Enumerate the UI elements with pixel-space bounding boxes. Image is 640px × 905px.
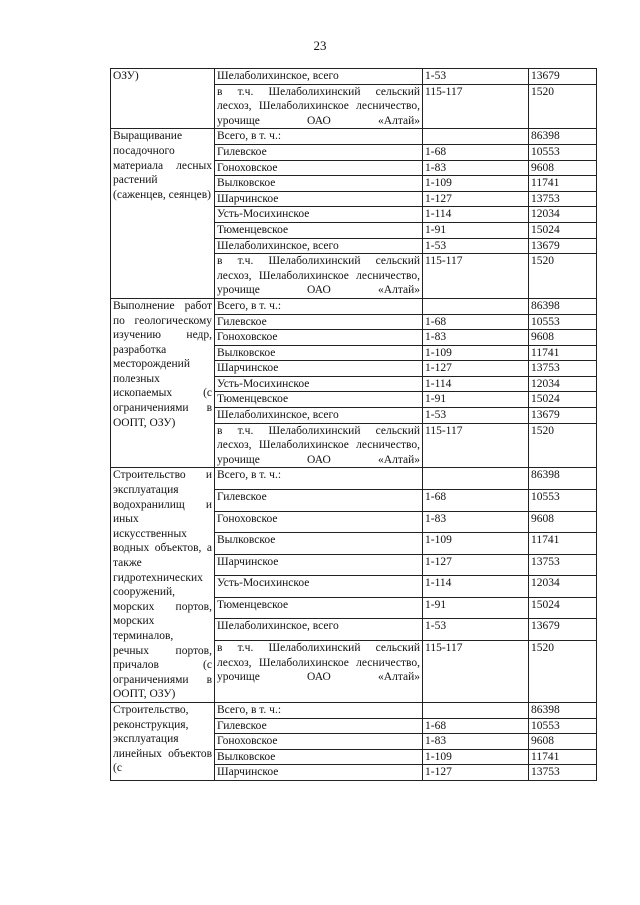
area-cell: 11741 [529, 345, 597, 361]
area-cell: 11741 [529, 533, 597, 555]
quarters-cell [423, 129, 529, 145]
area-cell: 13679 [529, 619, 597, 641]
forest-area-cell: Всего, в т. ч.: [215, 468, 423, 490]
quarters-cell: 115-117 [423, 423, 529, 468]
area-cell: 15024 [529, 597, 597, 619]
quarters-cell: 1-83 [423, 160, 529, 176]
forest-area-cell: Шелаболихинское, всего [215, 408, 423, 424]
quarters-cell [423, 702, 529, 718]
quarters-cell: 1-127 [423, 361, 529, 377]
area-cell: 12034 [529, 376, 597, 392]
quarters-cell: 1-83 [423, 511, 529, 533]
forest-area-cell: Шарчинское [215, 191, 423, 207]
table-row [111, 468, 597, 490]
forest-area-cell: Гоноховское [215, 511, 423, 533]
quarters-cell: 1-53 [423, 69, 529, 85]
forest-use-table [110, 68, 597, 781]
quarters-cell [423, 468, 529, 490]
quarters-cell: 1-114 [423, 207, 529, 223]
forest-area-cell: Усть-Мосихинское [215, 376, 423, 392]
area-cell: 13753 [529, 191, 597, 207]
forest-area-cell: Гилевское [215, 718, 423, 734]
quarters-cell: 1-109 [423, 176, 529, 192]
forest-area-cell: Шарчинское [215, 554, 423, 576]
activity-cell: ОЗУ) [111, 69, 215, 129]
forest-area-cell: Гоноховское [215, 160, 423, 176]
quarters-cell: 1-127 [423, 191, 529, 207]
area-cell: 9608 [529, 330, 597, 346]
area-cell: 86398 [529, 298, 597, 314]
forest-area-cell: Вылковское [215, 345, 423, 361]
area-cell: 1520 [529, 84, 597, 129]
area-cell: 13679 [529, 238, 597, 254]
forest-area-cell: Всего, в т. ч.: [215, 702, 423, 718]
quarters-cell: 1-68 [423, 718, 529, 734]
activity-cell: Строительство, реконструкция, эксплуатация линейных объектов (с [111, 702, 215, 780]
table-body [111, 69, 597, 781]
area-cell: 10553 [529, 144, 597, 160]
forest-area-cell: Тюменцевское [215, 597, 423, 619]
forest-area-cell: в т.ч. Шелаболихинский сельский лесхоз, Шелаболихинское лесничество, урочище ОАО «Алтай» [215, 640, 423, 702]
area-cell: 13679 [529, 69, 597, 85]
forest-area-cell: Гилевское [215, 314, 423, 330]
quarters-cell: 1-53 [423, 619, 529, 641]
quarters-cell: 1-109 [423, 749, 529, 765]
forest-area-cell: в т.ч. Шелаболихинский сельский лесхоз, Шелаболихинское лесничество, урочище ОАО «Алтай» [215, 254, 423, 299]
area-cell: 86398 [529, 129, 597, 145]
quarters-cell: 1-68 [423, 144, 529, 160]
area-cell: 10553 [529, 718, 597, 734]
area-cell: 1520 [529, 254, 597, 299]
forest-area-cell: Шелаболихинское, всего [215, 619, 423, 641]
forest-area-cell: Усть-Мосихинское [215, 576, 423, 598]
quarters-cell: 1-114 [423, 376, 529, 392]
quarters-cell: 1-53 [423, 238, 529, 254]
forest-area-cell: Вылковское [215, 749, 423, 765]
forest-area-cell: Гоноховское [215, 734, 423, 750]
area-cell: 11741 [529, 176, 597, 192]
forest-area-cell: в т.ч. Шелаболихинский сельский лесхоз, Шелаболихинское лесничество, урочище ОАО «Алтай» [215, 84, 423, 129]
area-cell: 11741 [529, 749, 597, 765]
quarters-cell: 1-127 [423, 554, 529, 576]
area-cell: 9608 [529, 734, 597, 750]
forest-area-cell: Гилевское [215, 490, 423, 512]
activity-cell: Выращивание посадочного материала лесных растений (саженцев, сеянцев) [111, 129, 215, 299]
forest-area-cell: Шарчинское [215, 361, 423, 377]
forest-area-cell: Шарчинское [215, 765, 423, 781]
area-cell: 13679 [529, 408, 597, 424]
quarters-cell: 1-114 [423, 576, 529, 598]
area-cell: 13753 [529, 361, 597, 377]
quarters-cell: 1-109 [423, 345, 529, 361]
forest-area-cell: Шелаболихинское, всего [215, 69, 423, 85]
quarters-cell: 1-83 [423, 330, 529, 346]
quarters-cell: 1-91 [423, 222, 529, 238]
forest-area-cell: Всего, в т. ч.: [215, 298, 423, 314]
area-cell: 12034 [529, 207, 597, 223]
activity-cell: Строительство и эксплуатация водохранилищ и иных искусственных водных объектов, а также гидротехнических сооружений, морских портов, морских терминалов, речных портов, причалов (с ограничениями в ООПТ, ОЗУ) [111, 468, 215, 703]
quarters-cell: 1-91 [423, 597, 529, 619]
area-cell: 1520 [529, 640, 597, 702]
forest-area-cell: Гилевское [215, 144, 423, 160]
quarters-cell: 1-109 [423, 533, 529, 555]
area-cell: 15024 [529, 392, 597, 408]
forest-area-cell: Гоноховское [215, 330, 423, 346]
activity-cell: Выполнение работ по геологическому изучению недр, разработка месторождений полезных ископаемых (с ограничениями в ООПТ, ОЗУ) [111, 298, 215, 468]
quarters-cell: 1-83 [423, 734, 529, 750]
quarters-cell [423, 298, 529, 314]
area-cell: 9608 [529, 511, 597, 533]
forest-area-cell: Вылковское [215, 176, 423, 192]
table-row [111, 129, 597, 145]
quarters-cell: 1-127 [423, 765, 529, 781]
area-cell: 9608 [529, 160, 597, 176]
table-row [111, 298, 597, 314]
area-cell: 10553 [529, 314, 597, 330]
quarters-cell: 115-117 [423, 640, 529, 702]
area-cell: 12034 [529, 576, 597, 598]
table-row [111, 69, 597, 85]
quarters-cell: 115-117 [423, 84, 529, 129]
area-cell: 10553 [529, 490, 597, 512]
area-cell: 13753 [529, 765, 597, 781]
quarters-cell: 1-91 [423, 392, 529, 408]
forest-area-cell: Шелаболихинское, всего [215, 238, 423, 254]
quarters-cell: 1-53 [423, 408, 529, 424]
page-number: 23 [313, 38, 327, 53]
quarters-cell: 115-117 [423, 254, 529, 299]
forest-area-cell: Тюменцевское [215, 222, 423, 238]
forest-area-cell: Тюменцевское [215, 392, 423, 408]
quarters-cell: 1-68 [423, 490, 529, 512]
table-row [111, 702, 597, 718]
area-cell: 1520 [529, 423, 597, 468]
forest-area-cell: Всего, в т. ч.: [215, 129, 423, 145]
quarters-cell: 1-68 [423, 314, 529, 330]
forest-area-cell: Вылковское [215, 533, 423, 555]
forest-area-cell: в т.ч. Шелаболихинский сельский лесхоз, Шелаболихинское лесничество, урочище ОАО «Алтай» [215, 423, 423, 468]
area-cell: 15024 [529, 222, 597, 238]
forest-area-cell: Усть-Мосихинское [215, 207, 423, 223]
area-cell: 86398 [529, 702, 597, 718]
area-cell: 13753 [529, 554, 597, 576]
area-cell: 86398 [529, 468, 597, 490]
